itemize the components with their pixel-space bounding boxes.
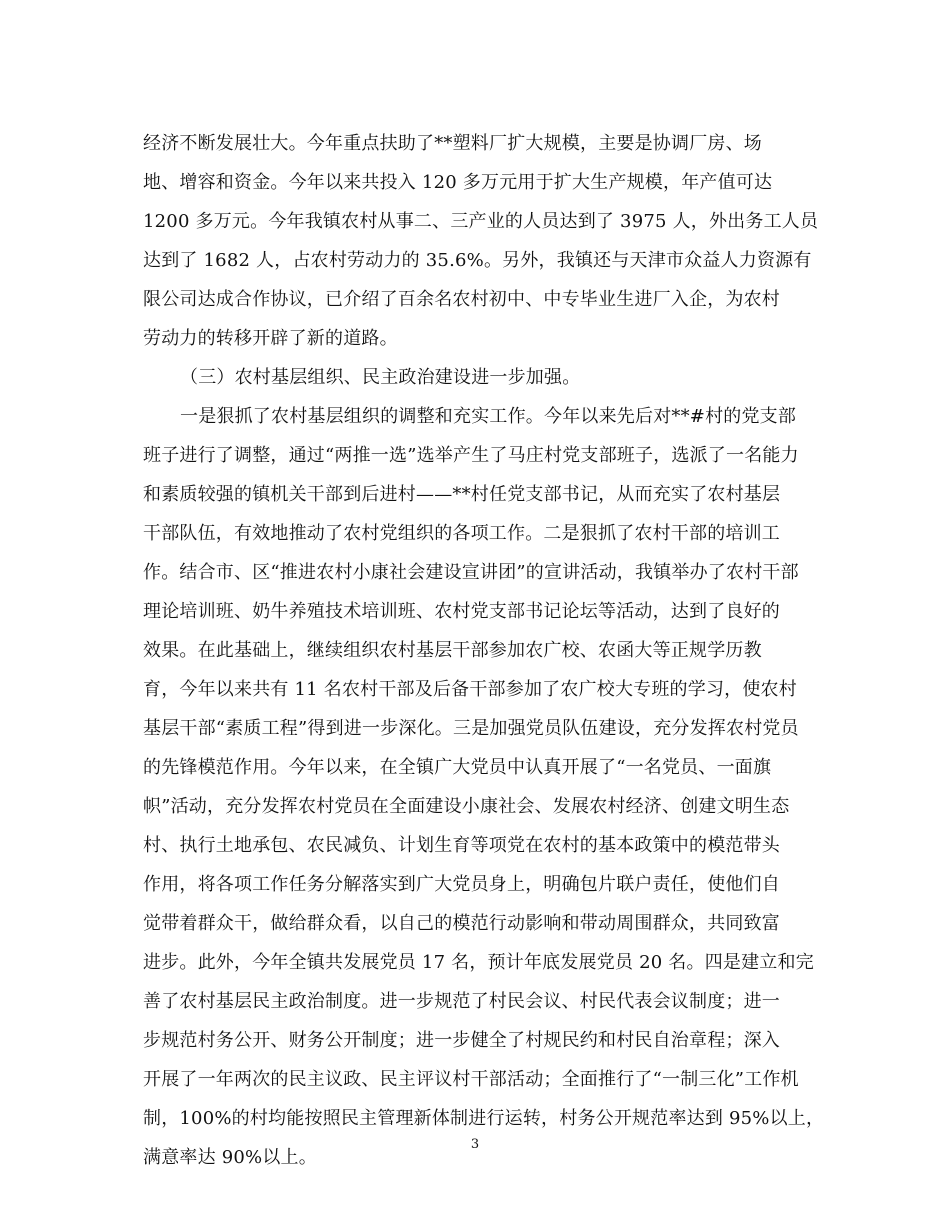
text-line: 地、增容和资金。今年以来共投入 120 多万元用于扩大生产规模，年产值可达	[143, 172, 773, 193]
text-line: 和素质较强的镇机关干部到后进村——**村任党支部书记，从而充实了农村基层	[143, 484, 781, 505]
text-line: 效果。在此基础上，继续组织农村基层干部参加农广校、农函大等正规学历教	[143, 640, 762, 661]
text-line: 1200 多万元。今年我镇农村从事二、三产业的人员达到了 3975 人，外出务工人员	[143, 211, 819, 232]
text-line: 干部队伍，有效地推动了农村党组织的各项工作。二是狠抓了农村干部的培训工	[143, 523, 780, 544]
text-line: 村、执行土地承包、农民减负、计划生育等项党在农村的基本政策中的模范带头	[143, 835, 780, 856]
text-line: 步规范村务公开、财务公开制度；进一步健全了村规民约和村民自治章程；深入	[143, 1030, 780, 1051]
section-heading: （三）农村基层组织、民主政治建设进一步加强。	[180, 367, 581, 388]
text-line: 一是狠抓了农村基层组织的调整和充实工作。今年以来先后对**#村的党支部	[180, 406, 797, 427]
text-line: 育，今年以来共有 11 名农村干部及后备干部参加了农广校大专班的学习，使农村	[143, 679, 797, 700]
text-line: 满意率达 90%以上。	[143, 1147, 317, 1168]
text-line: 作用，将各项工作任务分解落实到广大党员身上，明确包片联户责任，使他们自	[143, 874, 780, 895]
text-line: 进步。此外，今年全镇共发展党员 17 名，预计年底发展党员 20 名。四是建立和完	[143, 952, 814, 973]
text-line: 帜”活动，充分发挥农村党员在全面建设小康社会、发展农村经济、创建文明生态	[143, 796, 790, 817]
page-number: 3	[470, 1137, 480, 1152]
text-line: 班子进行了调整，通过“两推一选”选举产生了马庄村党支部班子，选派了一名能力	[143, 445, 799, 466]
text-line: 限公司达成合作协议，已介绍了百余名农村初中、中专毕业生进厂入企，为农村	[143, 289, 780, 310]
text-line: 经济不断发展壮大。今年重点扶助了**塑料厂扩大规模，主要是协调厂房、场	[143, 133, 762, 154]
text-line: 作。结合市、区“推进农村小康社会建设宣讲团”的宣讲活动，我镇举办了农村干部	[143, 562, 799, 583]
text-line: 基层干部“素质工程”得到进一步深化。三是加强党员队伍建设，充分发挥农村党员	[143, 718, 799, 739]
text-line: 达到了 1682 人，占农村劳动力的 35.6%。另外，我镇还与天津市众益人力资源有	[143, 250, 812, 271]
text-line: 开展了一年两次的民主议政、民主评议村干部活动；全面推行了“一制三化”工作机	[143, 1069, 799, 1090]
text-line: 觉带着群众干，做给群众看，以自己的模范行动影响和带动周围群众，共同致富	[143, 913, 780, 934]
text-line: 理论培训班、奶牛养殖技术培训班、农村党支部书记论坛等活动，达到了良好的	[143, 601, 780, 622]
text-line: 制，100%的村均能按照民主管理新体制进行运转，村务公开规范率达到 95%以上，	[143, 1108, 825, 1129]
text-line: 劳动力的转移开辟了新的道路。	[143, 328, 398, 349]
text-line: 善了农村基层民主政治制度。进一步规范了村民会议、村民代表会议制度；进一	[143, 991, 780, 1012]
text-line: 的先锋模范作用。今年以来，在全镇广大党员中认真开展了“一名党员、一面旗	[143, 757, 772, 778]
